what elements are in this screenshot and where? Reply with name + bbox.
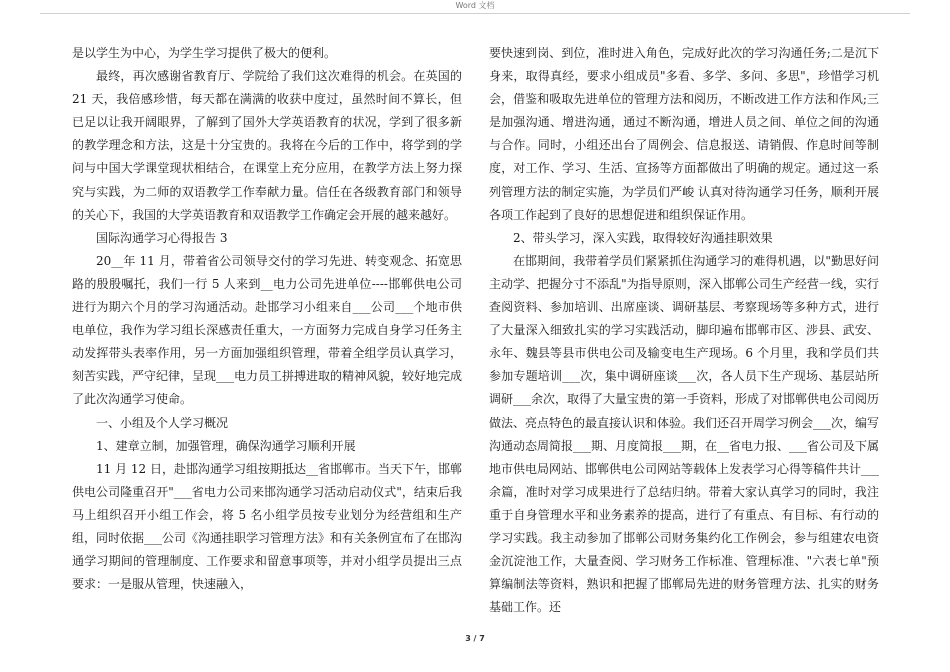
document-header-title: Word 文档 [455, 1, 495, 10]
right-text-column [489, 42, 879, 619]
paragraph: 一、小组及个人学习概况 [96, 415, 229, 430]
paragraph: 20__年 11 月，带着省公司领导交付的学习先进、转变观念、拓宽思路的殷殷嘱托，我们一行 5 人来到__电力公司先进单位----邯郸供电公司进行为期六个月的学习沟通活动。赴邯学习小组来自___公司___个地市供电单位，我作为学习组长深感责任重大，一方面努力完成自身学习任务主动发挥带头表率作用，另一方面加强组织管理，带着全组学员认真学习，刻苦实践，严守纪律，呈现___电力员工拼搏进取的精神风貌，较好地完成了此次沟通学习使命。 [72, 253, 463, 407]
paragraph: 是以学生为中心，为学生学习提供了极大的便利。 [72, 46, 337, 60]
paragraph: 国际沟通学习心得报告 3 [96, 230, 228, 245]
paragraph: 在邯期间，我带着学员们紧紧抓住沟通学习的难得机遇，以"勤思好问主动学、把握分寸不添乱"为指导原则，深入邯郸公司生产经营一线，实行查阅资料、参加培训、出席座谈、调研基层、考察现场等多种方式，进行了大量深入细致扎实的学习实践活动，脚印遍布邯郸市区、涉县、武安、永年、魏县等县市供电公司及输变电生产现场。6 个月里，我和学员们共参加专题培训___次，集中调研座谈___次，各人员下生产现场、基层站所调研___余次，取得了大量宝贵的第一手资料，形成了对邯郸供电公司阅历做法、亮点特色的最直接认识和体验。我们还召开周学习例会___次，编写沟通动态周简报___期、月度简报___期，在__省电力报、___省公司及下属地市供电局网站、邯郸供电公司网站等载体上发表学习心得等稿件共计___余篇，准时对学习成果进行了总结归纳。带着大家认真学习的同时，我注重于自身管理水平和业务素养的提高，进行了有重点、有目标、有行动的学习实践。我主动参加了邯郸公司财务集约化工作例会，参与组建农电资金沉淀池工作，大量查阅、学习财务工作标准、管理标准、"六表七单"预算编制法等资料，熟识和把握了邯郸局先进的财务管理方法、扎实的财务基础工作。还 [489, 253, 880, 615]
paragraph: 2、带头学习，深入实践，取得较好沟通挂职效果 [513, 230, 773, 245]
paragraph: 要快速到岗、到位，准时进入角色，完成好此次的学习沟通任务;二是沉下身来，取得真经，要求小组成员"多看、多学、多问、多思"，珍惜学习机会，借鉴和吸取先进单位的管理方法和阅历，不断改进工作方法和作风;三是加强沟通、增进沟通，通过不断沟通，增进人员之间、单位之间的沟通与合作。同时，小组还出台了周例会、信息报送、请销假、作息时间等制度，对工作、学习、生活、宣扬等方面都做出了明确的规定。通过这一系列管理方法的制定实施，为学员们严峻 认真对待沟通学习任务，顺利开展各项工作起到了良好的思想促进和组织保证作用。 [489, 46, 879, 222]
page-number: 3 / 7 [465, 634, 485, 643]
paragraph: 最终，再次感谢省教育厅、学院给了我们这次难得的机会。在英国的 21 天，我倍感珍惜，每天都在满满的收获中度过，虽然时间不算长，但已足以让我开阔眼界，了解到了国外大学英语教育的状况，学到了很多新的教学理念和方法，这是十分宝贵的。我将在今后的工作中，将学到的学问与中国大学课堂现状相结合，在课堂上充分应用，在教学方法上努力探究与实践，为二师的双语教学工作奉献力量。信任在各级教育部门和领导的关心下，我国的大学英语教育和双语教学工作确定会开展的越来越好。 [72, 69, 462, 222]
paragraph: 1、建章立制，加强管理，确保沟通学习顺利开展 [96, 438, 356, 453]
header-divider [40, 13, 910, 14]
left-text-column [72, 42, 462, 596]
paragraph: 11 月 12 日，赴邯沟通学习组按期抵达__省邯郸市。当天下午，邯郸供电公司隆重召开"___省电力公司来邯沟通学习活动启动仪式"，结束后我马上组织召开小组工作会，将 5 名小组学员按专业划分为经营组和生产组，同时依据___公司《沟通挂职学习管理方法》和有关条例宣布了在邯沟通学习期间的管理制度、工作要求和留意事项等，并对小组学员提出三点要求：一是服从管理，快速融入， [72, 461, 463, 592]
